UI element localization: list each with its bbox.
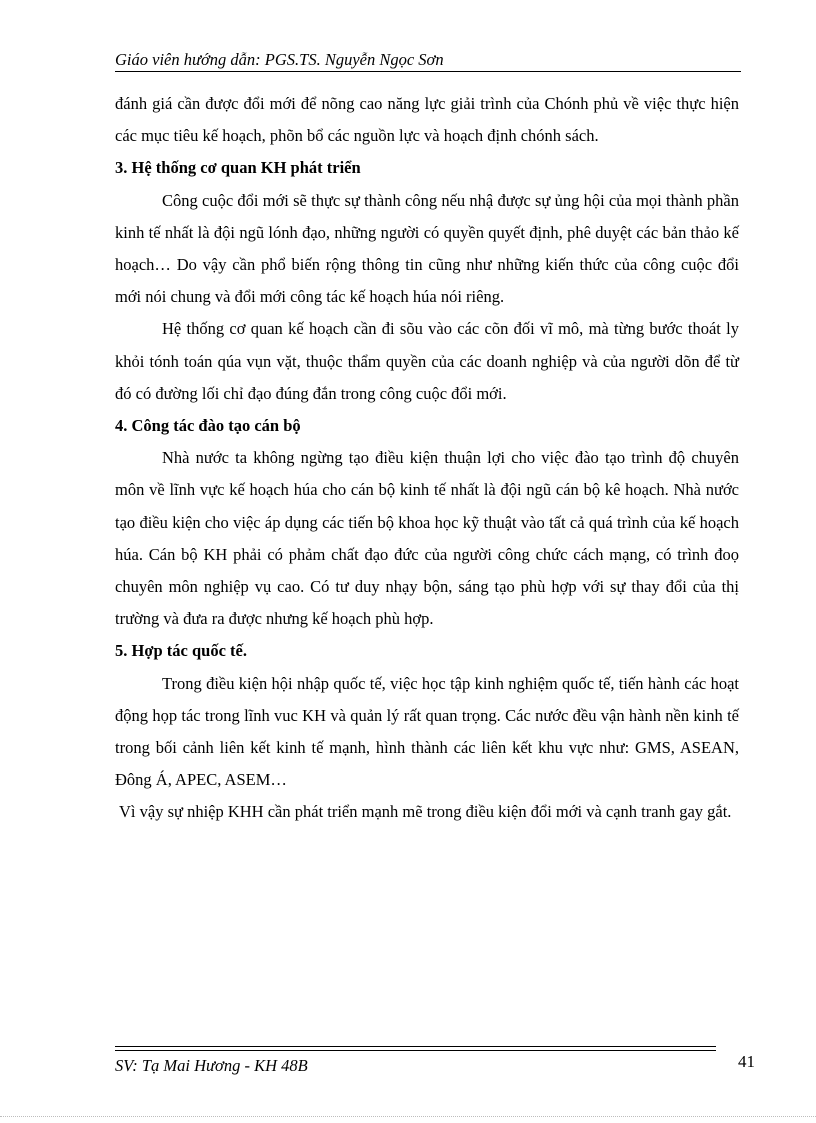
section-heading-4: 4. Công tác đào tạo cán bộ bbox=[115, 416, 301, 436]
footer-rule-thick bbox=[115, 1046, 716, 1047]
paragraph-5b: Vì vậy sự nhiệp KHH cần phát triển mạnh mẽ trong điều kiện đổi mới và cạnh tranh gay gắt. bbox=[119, 802, 732, 822]
paragraph-5a: Trong điều kiện hội nhập quốc tế, việc học tập kinh nghiệm quốc tế, tiến hành các hoạt động họp tác trong lĩnh vuc KH và quản lý rất quan trọng. Các nước đều vận hành nền kinh tế trong bối cảnh liên kết kinh tế mạnh, hình thành các liên kết khu vực như: GMS, ASEAN, Đông Á, APEC, ASEM… bbox=[115, 673, 739, 790]
paragraph-intro: đánh giá cần được đổi mới để nõng cao năng lực giải trình của Chónh phủ về việc thực hiện các mục tiêu kế hoạch, phõn bổ các nguồn lực và hoạch định chónh sách. bbox=[115, 94, 739, 146]
page-bottom-dotted-line bbox=[0, 1116, 816, 1117]
section-heading-3: 3. Hệ thống cơ quan KH phát triển bbox=[115, 158, 361, 178]
paragraph-3a: Công cuộc đổi mới sẽ thực sự thành công nếu nhậ được sự ủng hội của mọi thành phần kinh tế nhất là đội ngũ lónh đạo, những người có quyền quyết định, phê duyệt các bản thảo kế hoạch… Do vậy cần phổ biến rộng thông tin cũng như những kiến thức của công cuộc đổi mới nói chung và đổi mới công tác kế hoạch húa nói riêng. bbox=[115, 190, 739, 307]
paragraph-4: Nhà nước ta không ngừng tạo điều kiện thuận lợi cho việc đào tạo trình độ chuyên môn về lĩnh vực kế hoạch húa cho cán bộ kinh tế nhất là đội ngũ cán bộ kê hoạch. Nhà nước tạo điều kiện cho việc áp dụng các tiến bộ khoa học kỹ thuật vào tất cả quá trình của kế hoạch húa. Cán bộ KH phải có phảm chất đạo đức của người công chức cách mạng, có trình đoọ chuyên môn nghiệp vụ cao. Có tư duy nhạy bộn, sáng tạo phù hợp với sự thay đổi của thị trường và đưa ra được nhưng kế hoạch phù hợp. bbox=[115, 448, 739, 629]
paragraph-3b: Hệ thống cơ quan kế hoạch cần đi sõu vào các cõn đối vĩ mô, mà từng bước thoát ly khỏi tónh toán qúa vụn vặt, thuộc thẩm quyền của các doanh nghiệp và của người dõn để từ đó có đường lối chỉ đạo đúng đắn trong công cuộc đổi mới. bbox=[115, 319, 739, 403]
page-header: Giáo viên hướng dẫn: PGS.TS. Nguyễn Ngọc Sơn bbox=[115, 50, 444, 69]
footer-rule-thin bbox=[115, 1050, 716, 1051]
page-number: 41 bbox=[738, 1052, 755, 1071]
footer-author: SV: Tạ Mai Hương - KH 48B bbox=[115, 1056, 308, 1075]
header-rule bbox=[115, 71, 741, 72]
body-text bbox=[115, 88, 739, 829]
section-heading-5: 5. Hợp tác quốc tế. bbox=[115, 641, 247, 661]
